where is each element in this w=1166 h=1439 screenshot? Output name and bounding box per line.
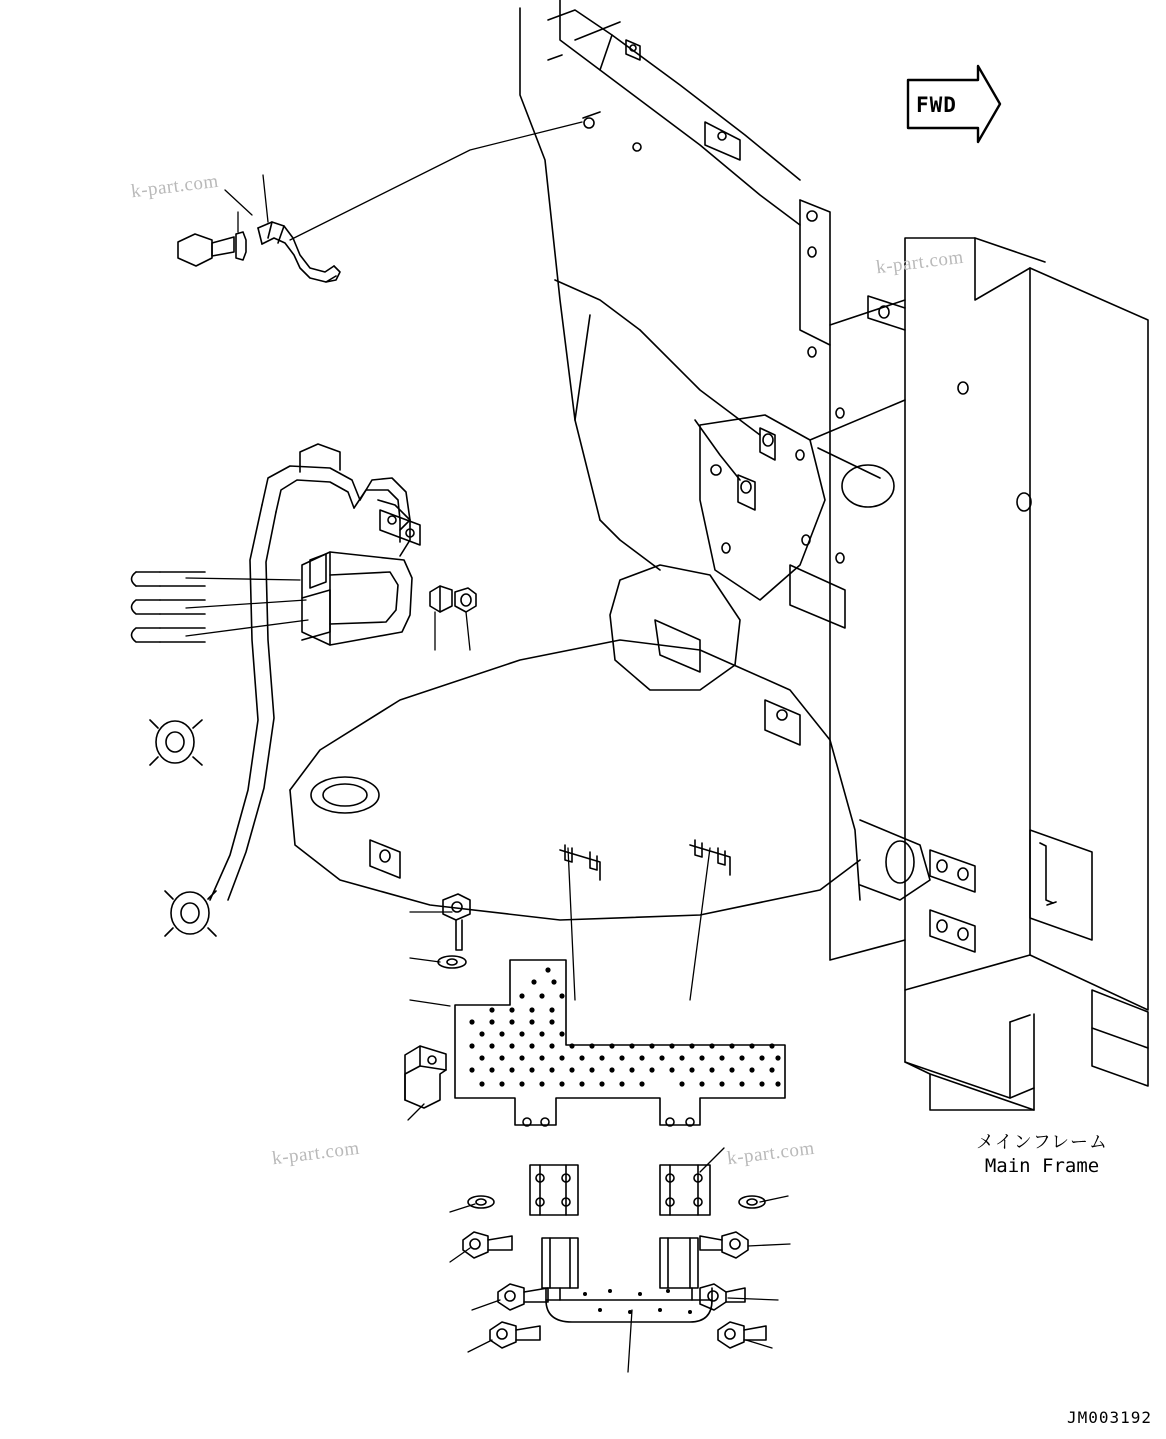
main-frame-caption-jp: メインフレーム	[976, 1132, 1108, 1153]
center-bracket	[700, 400, 905, 628]
drawing-number: JM003192	[1066, 1408, 1152, 1427]
watermark: k-part.com	[874, 246, 965, 279]
u-bolt-clamp-assembly	[132, 552, 477, 645]
watermark: k-part.com	[129, 170, 220, 203]
fasteners	[438, 894, 766, 1348]
frame-body	[290, 565, 930, 920]
watermark: k-part.com	[270, 1137, 361, 1170]
main-frame-tower	[800, 200, 1148, 1110]
lower-step-bar	[530, 1165, 712, 1322]
step-platform	[455, 960, 785, 1126]
watermark: k-part.com	[725, 1137, 816, 1170]
fwd-arrow-marker	[908, 66, 1000, 142]
angle-bracket	[405, 1046, 446, 1108]
hydraulic-lines	[150, 444, 420, 936]
main-frame-caption-en: Main Frame	[984, 1154, 1100, 1177]
main-frame-caption	[976, 1132, 1108, 1178]
leader-lines	[186, 122, 790, 1372]
fwd-label: FWD	[916, 93, 957, 117]
boom-arm	[520, 0, 800, 570]
upper-left-parts	[178, 222, 340, 282]
